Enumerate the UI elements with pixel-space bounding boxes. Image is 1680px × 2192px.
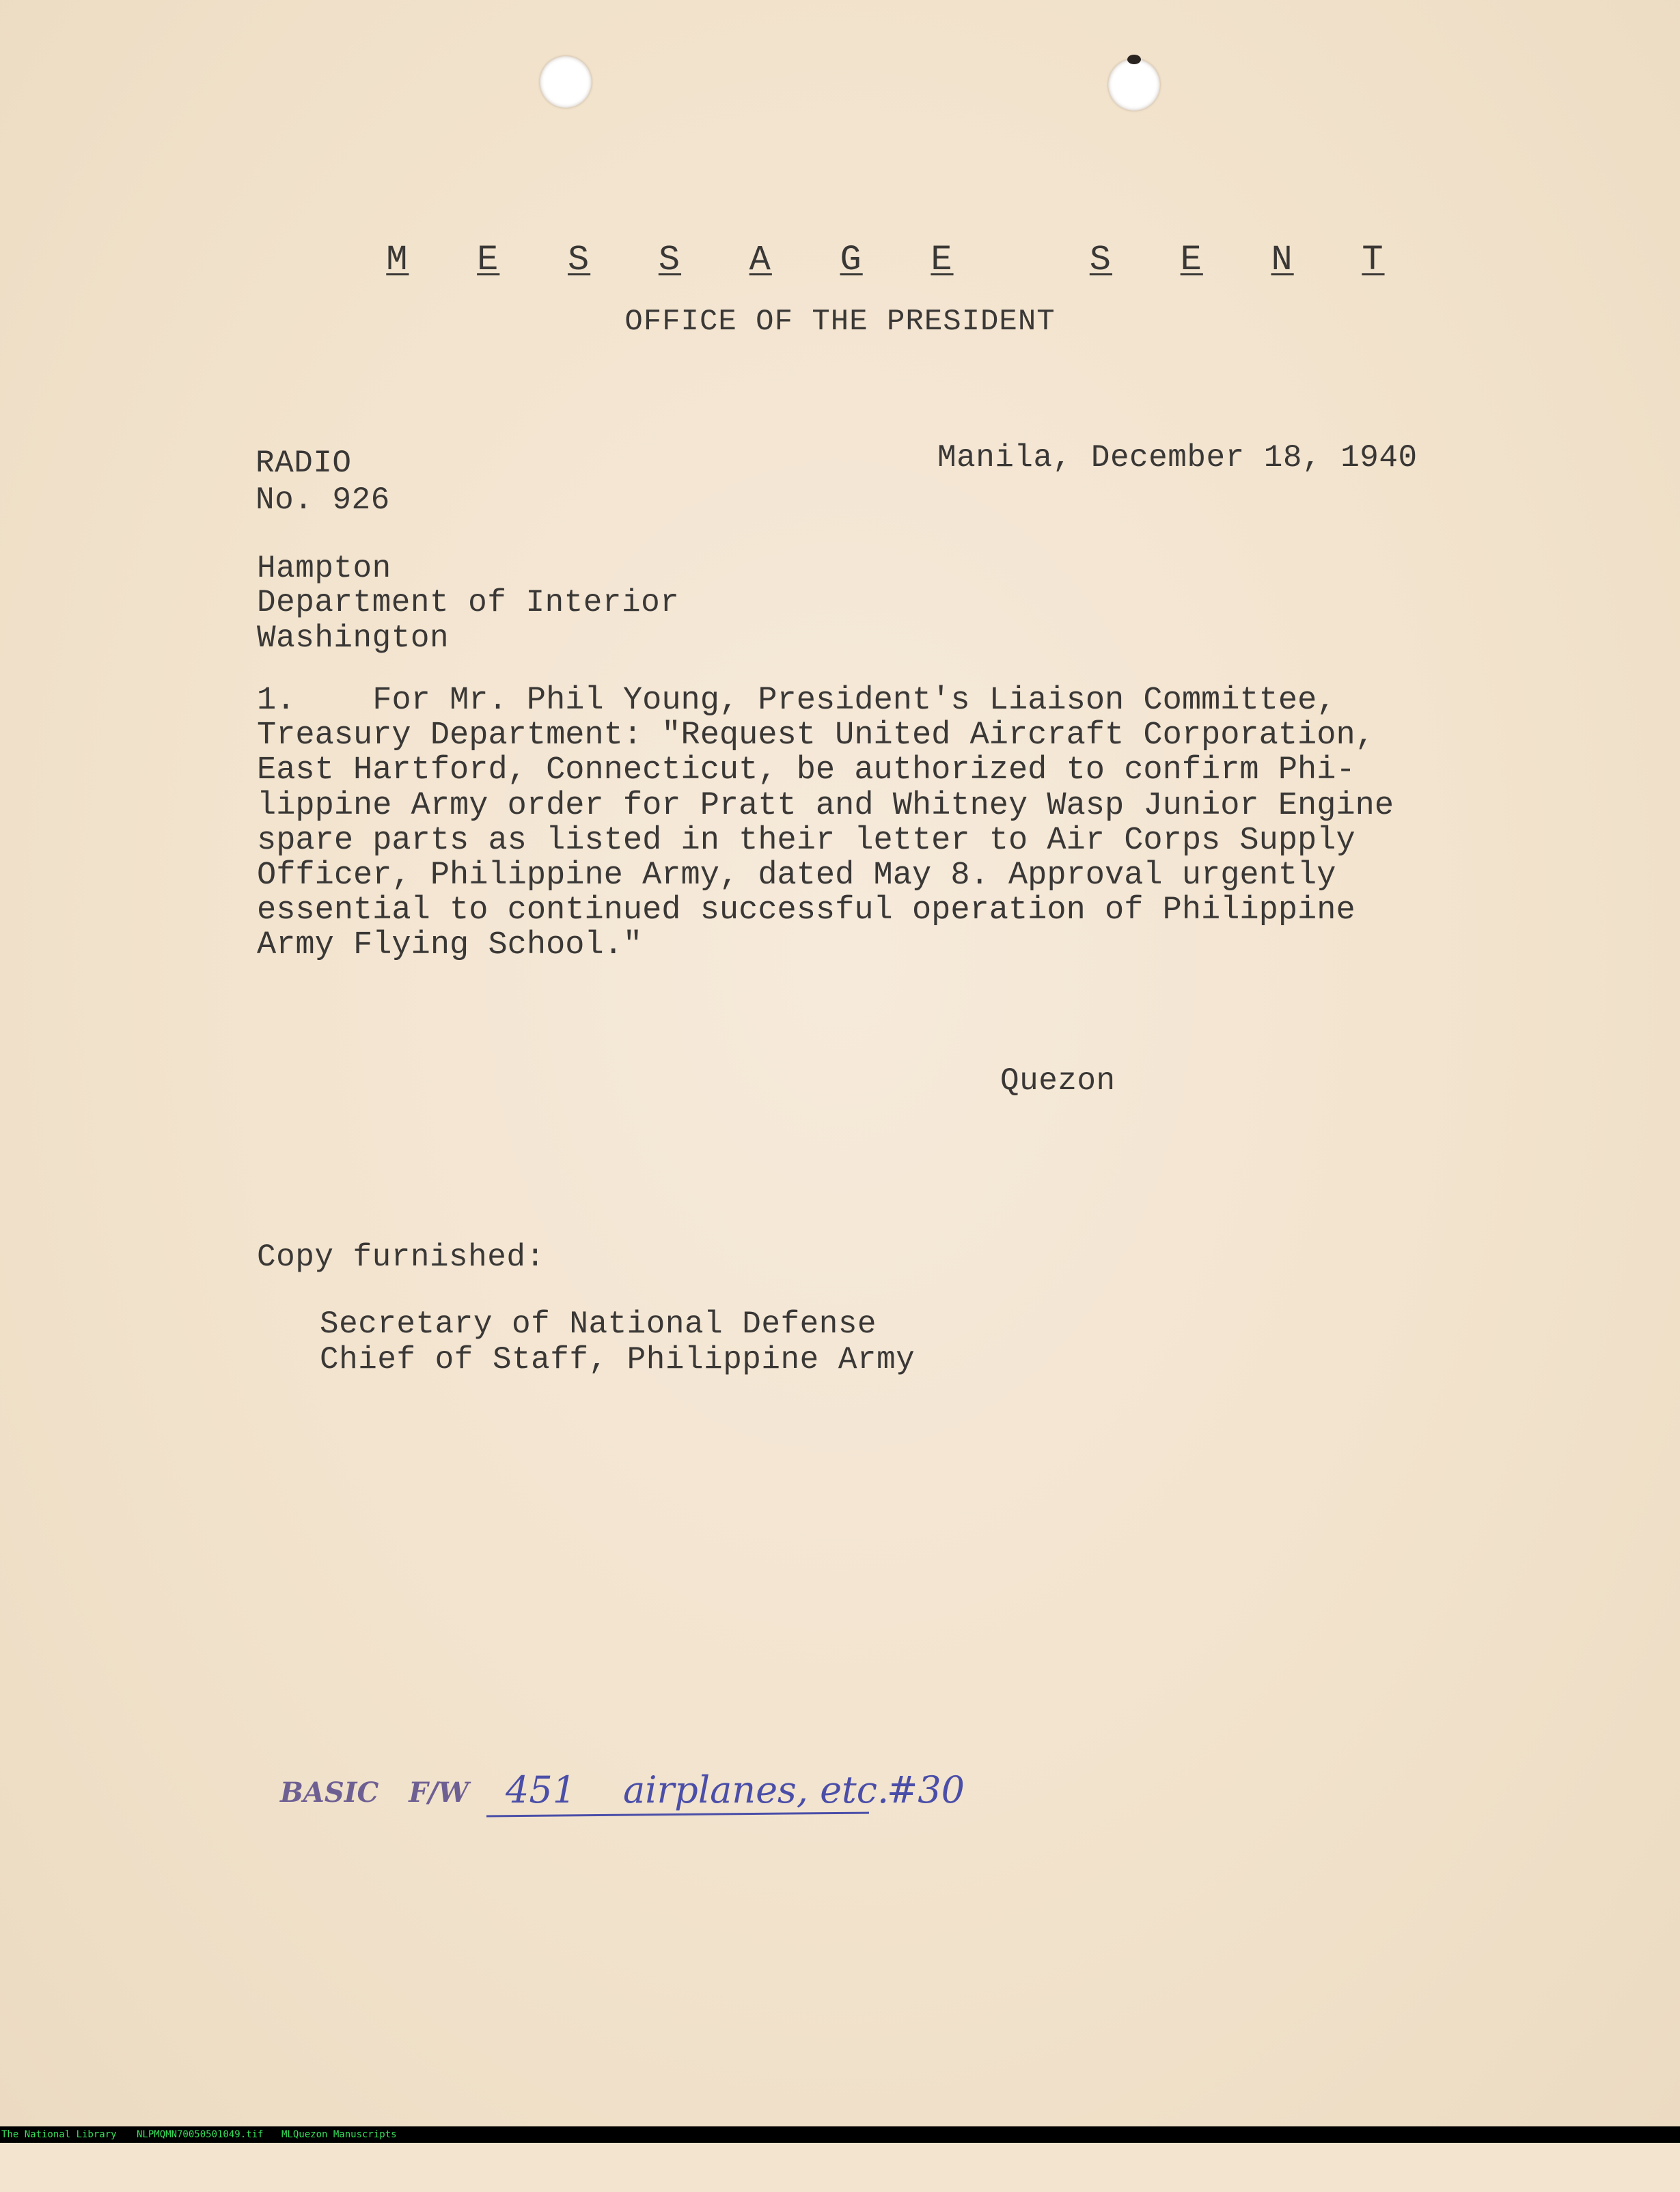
radio-label: RADIO [256,446,352,481]
heading-letter: A [749,240,772,280]
paragraph-line: Army Flying School." [257,927,643,964]
heading-letter: N [1271,240,1294,280]
paragraph-line: Officer, Philippine Army, dated May 8. Approval urgently [257,858,1336,894]
recipient-name: Hampton [257,551,391,586]
paragraph-line: spare parts as listed in their letter to Air Corps Supply [257,822,1355,859]
heading-letter: S [1089,240,1113,280]
paragraph-line-text: For Mr. Phil Young, President's Liaison Committee, [372,683,1336,719]
heading-letter: S [658,240,682,280]
copy-recipient: Chief of Staff, Philippine Army [320,1342,915,1378]
signature: Quezon [1000,1063,1116,1099]
paragraph-line: East Hartford, Connecticut, be authorized to confirm Phi- [257,752,1355,789]
footer-collection: MLQuezon Manuscripts [281,2129,397,2140]
recipient-city: Washington [257,620,450,656]
punch-hole-right [1108,59,1160,111]
paragraph-line: essential to continued successful operation of Philippine [257,892,1355,929]
office-title: OFFICE OF THE PRESIDENT [624,305,1056,339]
place-date: Manila, December 18, 1940 [937,440,1418,476]
heading-letter: G [840,240,863,280]
heading-letter: T [1362,240,1385,280]
heading-letter: E [477,240,500,280]
heading-letter: M [386,240,409,280]
stamp-fw: F/W [409,1777,469,1809]
radio-number: No. 926 [256,482,390,518]
paragraph-line: Treasury Department: "Request United Aircraft Corporation, [257,717,1375,754]
handwritten-item: #30 [887,1768,965,1811]
message-sent-heading [0,200,1680,320]
recipient-department: Department of Interior [257,585,680,620]
heading-letter: E [1180,240,1203,280]
message-paragraph [257,683,1394,963]
footer-library: The National Library [1,2129,117,2140]
copy-furnished-label: Copy furnished: [257,1239,545,1275]
paragraph-line [257,683,1394,718]
copy-recipient: Secretary of National Defense [320,1306,877,1342]
footer-filename: NLPMQMN70050501049.tif [137,2129,264,2140]
paragraph-line: lippine Army order for Pratt and Whitney Wasp Junior Engine [257,787,1394,824]
archive-footer [0,2126,1680,2143]
paragraph-number: 1. [257,683,296,719]
file-stamp [280,1777,469,1809]
handwritten-file-number: 451 [506,1768,577,1811]
stamp-basic: BASIC [280,1777,379,1809]
handwritten-subject: airplanes, etc. [623,1768,890,1811]
heading-letter: S [567,240,591,280]
punch-hole-left [540,56,592,108]
heading-letter: E [931,240,954,280]
handwritten-underline [486,1812,869,1818]
